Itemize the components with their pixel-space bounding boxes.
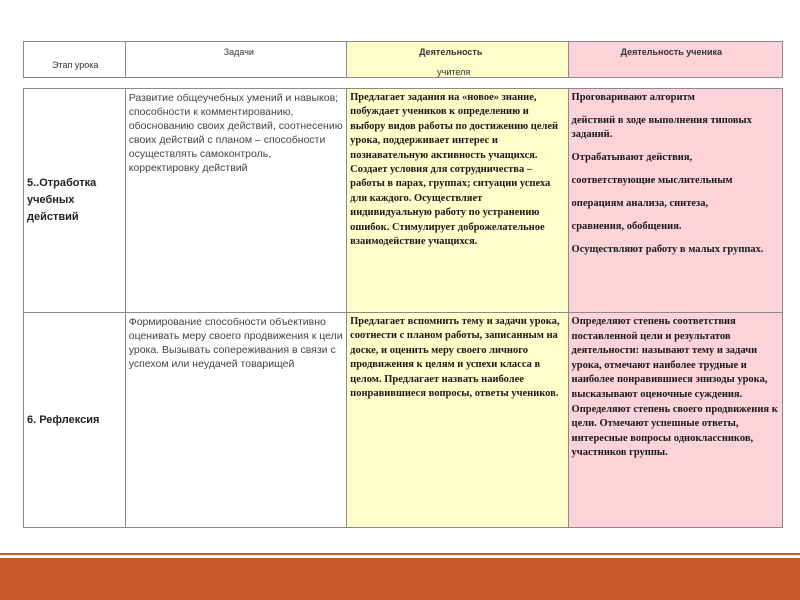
student-line: Проговаривают алгоритм [571,92,695,103]
teacher-cell: Предлагает вспомнить тему и задачи урока, соотнести с планом работы, записанным на доске, и оценить меру своего личного продвижения к целям и успехи класса в целом. Предлагает назвать наиболее понравившиеся вопросы, ответы учеников. [347,313,568,527]
student-line: операциям анализа, синтеза, [571,198,709,209]
student-cell [569,89,782,312]
header-tasks-cell [126,42,347,77]
tasks-cell: Развитие общеучебных умений и навыков; способности к комментированию, обоснованию своих действий, соотнесению своих действий с планом – способности осуществлять самоконтроль, корректировку действий [126,89,347,312]
student-line: сравнения, обобщения. [571,221,682,232]
header-teacher-label-2: учителя [437,67,471,77]
lesson-table [23,88,783,528]
header-student-label: Деятельность ученика [620,47,722,57]
header-stage-cell [24,42,126,77]
header-tasks-label: Задачи [223,47,254,57]
student-line: соответствующие мыслительным [571,175,733,186]
student-line: Отрабатывают действия, [571,152,693,163]
student-line: Осуществляют работу в малых группах. [571,244,764,255]
stage-cell: 5..Отработка учебных действий [24,89,126,312]
header-stage-label: Этап урока [52,60,99,70]
student-cell: Определяют степень соответствия поставленной цели и результатов деятельности: называют тему и задачи урока, отмечают наиболее трудные и наиболее понравившиеся эпизоды урока, высказывают оценочные суждения. Определяют степень своего продвижения к цели. Отмечают успешные ответы, интересные вопросы одноклассников, участников группы. [569,313,782,527]
header-student-cell [569,42,782,77]
tasks-cell: Формирование способности объективно оценивать меру своего продвижения к цели урока. Вызывать сопереживания в связи с успехом или неудачей товарищей [126,313,347,527]
header-table [23,41,783,78]
table-row [24,313,782,527]
header-teacher-label-1: Деятельность [419,47,483,57]
footer-divider [0,553,800,555]
header-teacher-cell [347,42,568,77]
table-row [24,89,782,313]
footer-band [0,558,800,600]
teacher-cell: Предлагает задания на «новое» знание, побуждает учеников к определению и выбору видов работы по достижению целей урока, поддерживает интерес и познавательную активность учащихся. Создает условия для сотрудничества – работы в парах, группах; ситуации успеха для каждого. Осуществляет индивидуальную работу по устранению ошибок. Стимулирует доброжелательное взаимодействие учащихся. [347,89,568,312]
student-line: действий в ходе выполнения типовых заданий. [571,115,752,140]
stage-cell: 6. Рефлексия [24,313,126,527]
